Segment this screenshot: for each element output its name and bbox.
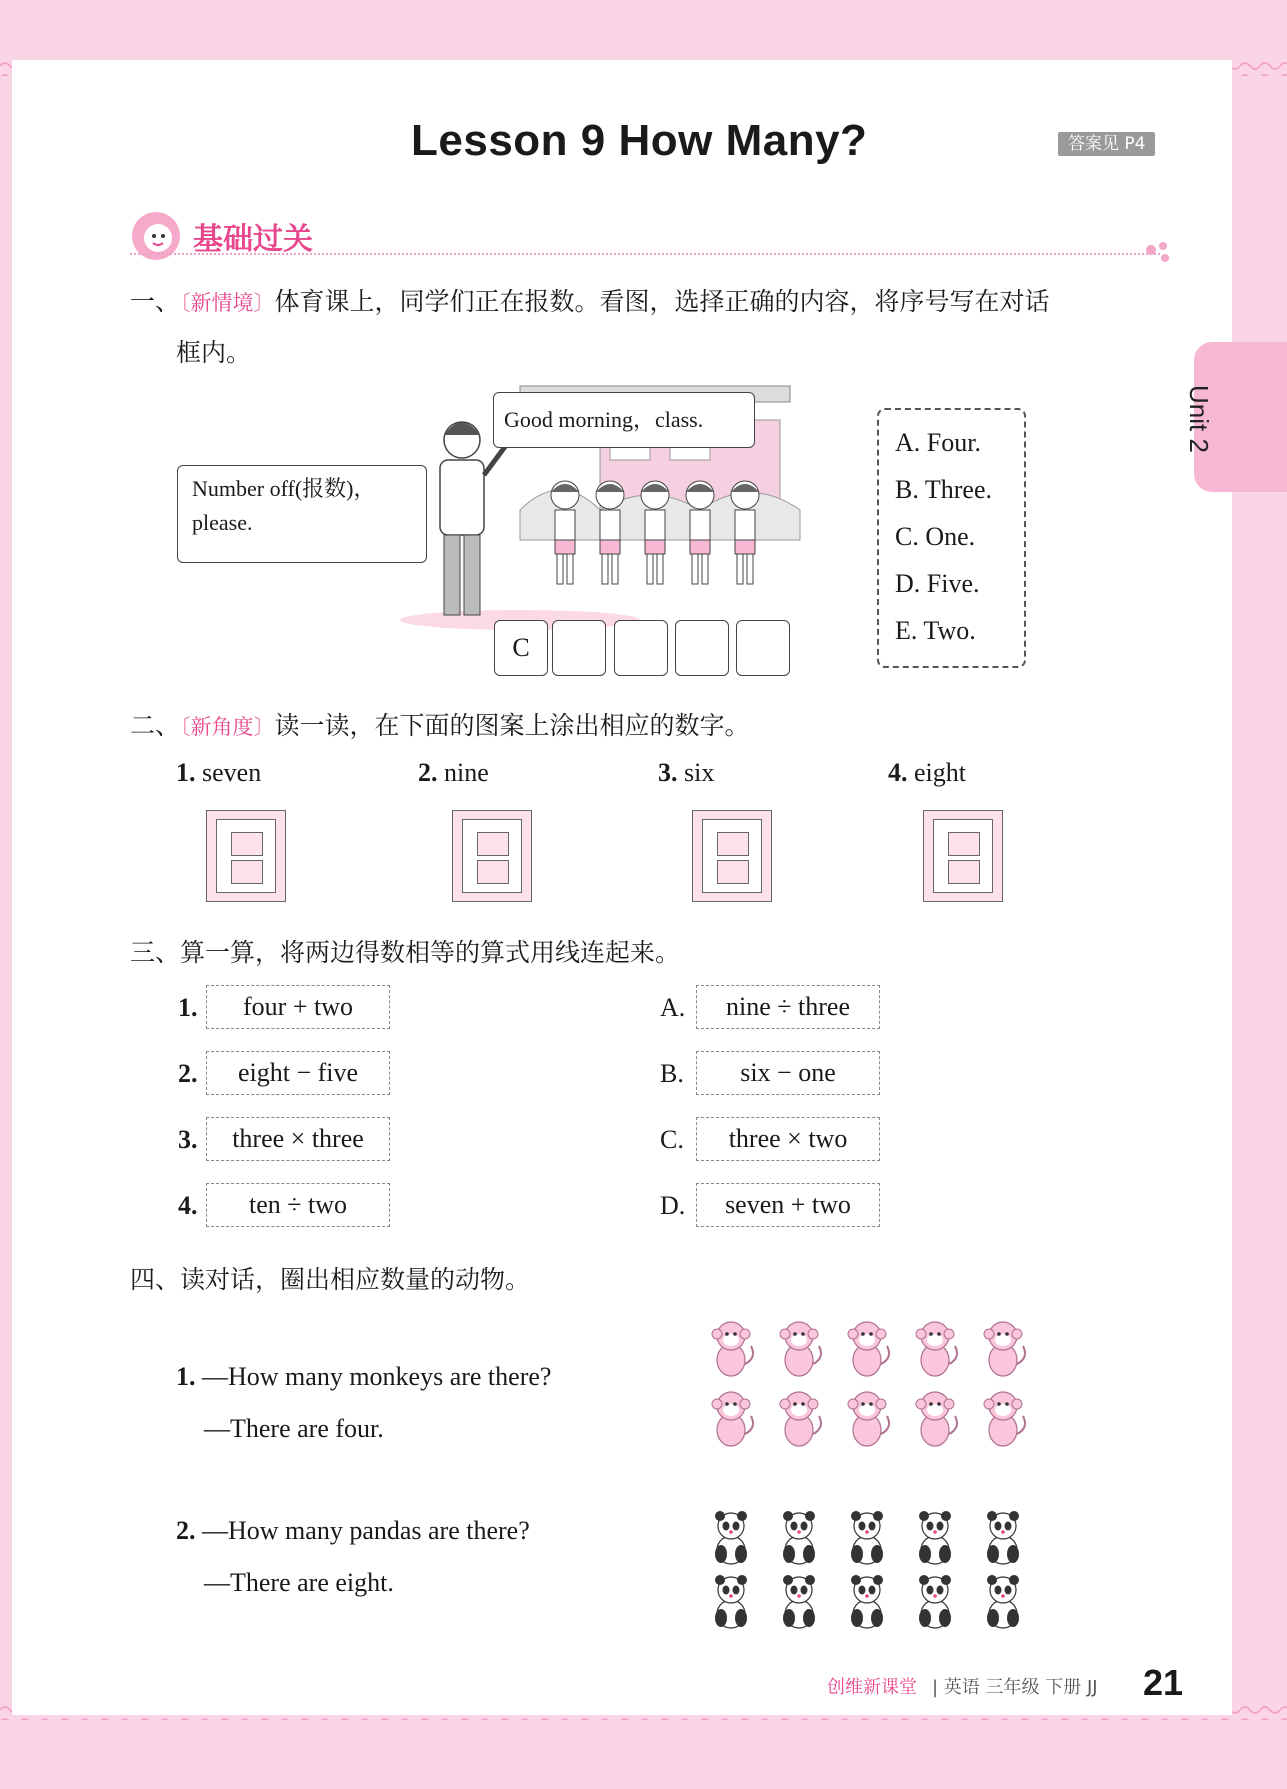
teacher-greeting-text: Good morning，class.	[504, 407, 704, 432]
teacher-instruction-bubble	[177, 465, 427, 563]
dialogue-2-question-text: —How many pandas are there?	[202, 1516, 530, 1545]
panda-icon	[987, 1511, 1019, 1564]
calc-left-1-num: 1.	[178, 993, 198, 1022]
q2-item-2	[418, 758, 489, 788]
panda-icon	[783, 1511, 815, 1564]
teacher-instruction-line1: Number off(报数)，	[192, 476, 376, 501]
option-a: A. Four.	[895, 428, 981, 457]
q2-tag: 〔新角度〕	[180, 715, 275, 739]
calc-left-4-num: 4.	[178, 1191, 198, 1220]
monkey-icon	[712, 1392, 753, 1446]
option-c: C. One.	[895, 522, 976, 551]
monkey-icon	[916, 1322, 957, 1376]
monkey-icon	[984, 1392, 1025, 1446]
calc-left-1[interactable]: four + two	[206, 985, 390, 1029]
section-divider	[130, 253, 1160, 255]
calc-right-b[interactable]: six − one	[696, 1051, 880, 1095]
option-b: B. Three.	[895, 475, 992, 504]
q2-item-4-num: 4.	[888, 758, 908, 787]
calc-left-3-num: 3.	[178, 1125, 198, 1154]
teacher-illustration	[440, 422, 510, 615]
dialogue-1-answer: —There are four.	[204, 1414, 384, 1443]
dialogue-2-answer: —There are eight.	[204, 1568, 394, 1597]
panda-icon	[919, 1511, 951, 1564]
q3-number: 三、	[130, 938, 181, 967]
q1-heading	[130, 282, 1050, 318]
calc-left-3[interactable]: three × three	[206, 1117, 390, 1161]
calc-right-b-letter: B.	[660, 1059, 684, 1088]
monkey-icon	[848, 1392, 889, 1446]
calc-right-a[interactable]: nine ÷ three	[696, 985, 880, 1029]
answer-reference-badge: 答案见 P4	[1058, 132, 1155, 156]
calc-right-d-letter: D.	[660, 1191, 686, 1220]
digit-pattern-2[interactable]	[452, 810, 532, 902]
dialogue-1-num: 1.	[176, 1362, 196, 1391]
answer-box-1[interactable]: C	[494, 620, 548, 676]
calc-right-d[interactable]: seven + two	[696, 1183, 880, 1227]
q2-text: 读一读，在下面的图案上涂出相应的数字。	[274, 711, 750, 740]
answer-box-3[interactable]	[614, 620, 668, 676]
monkey-icon	[984, 1322, 1025, 1376]
q4-number: 四、	[130, 1265, 181, 1294]
q2-item-3-num: 3.	[658, 758, 678, 787]
q4-heading	[130, 1260, 530, 1296]
monkey-icon	[848, 1322, 889, 1376]
panda-icon	[715, 1575, 747, 1628]
calc-right-a-letter: A.	[660, 993, 686, 1022]
calc-right-c[interactable]: three × two	[696, 1117, 880, 1161]
panda-icon	[919, 1575, 951, 1628]
pandas-grid[interactable]	[705, 1508, 1035, 1638]
q1-text-line1: 体育课上，同学们正在报数。看图，选择正确的内容，将序号写在对话	[274, 287, 1050, 316]
q2-item-1-word: seven	[202, 758, 262, 787]
q2-item-4	[888, 758, 966, 788]
calc-left-2-num: 2.	[178, 1059, 198, 1088]
panda-icon	[851, 1575, 883, 1628]
calc-left-4[interactable]: ten ÷ two	[206, 1183, 390, 1227]
footer-info: | 英语 三年级 下册 JJ	[932, 1677, 1098, 1698]
dialogue-1-question	[176, 1362, 551, 1392]
answer-box-5[interactable]	[736, 620, 790, 676]
monkeys-grid[interactable]	[705, 1318, 1035, 1458]
calc-left-2[interactable]: eight − five	[206, 1051, 390, 1095]
panda-icon	[715, 1511, 747, 1564]
calc-right-c-letter: C.	[660, 1125, 684, 1154]
decorative-dots-icon	[1145, 240, 1175, 264]
q2-number: 二、	[130, 711, 181, 740]
q2-item-4-word: eight	[914, 758, 966, 787]
q2-item-2-word: nine	[444, 758, 489, 787]
q2-item-3	[658, 758, 714, 788]
q2-item-2-num: 2.	[418, 758, 438, 787]
teacher-greeting-bubble	[493, 392, 755, 448]
dialogue-2-num: 2.	[176, 1516, 196, 1545]
q1-tag: 〔新情境〕	[180, 291, 275, 315]
q2-item-1	[176, 758, 261, 788]
q1-text-line2: 框内。	[176, 338, 252, 367]
digit-pattern-1[interactable]	[206, 810, 286, 902]
monkey-icon	[712, 1322, 753, 1376]
option-e: E. Two.	[895, 616, 976, 645]
q3-text: 算一算，将两边得数相等的算式用线连起来。	[180, 938, 681, 967]
option-d: D. Five.	[895, 569, 980, 598]
footer-brand: 创维新课堂	[827, 1677, 917, 1698]
q2-heading	[130, 706, 750, 742]
answer-box-2[interactable]	[552, 620, 606, 676]
teacher-instruction-line2: please.	[192, 510, 253, 535]
dialogue-1-question-text: —How many monkeys are there?	[202, 1362, 552, 1391]
dialogue-2-question	[176, 1516, 530, 1546]
monkey-icon	[780, 1392, 821, 1446]
monkey-icon	[916, 1392, 957, 1446]
panda-icon	[851, 1511, 883, 1564]
q3-heading	[130, 933, 680, 969]
unit-tab-label: Unit 2	[1184, 385, 1214, 453]
panda-icon	[783, 1575, 815, 1628]
q2-item-1-num: 1.	[176, 758, 196, 787]
page-number: 21	[1143, 1662, 1184, 1703]
monkey-icon	[780, 1322, 821, 1376]
q1-number: 一、	[130, 287, 181, 316]
digit-pattern-4[interactable]	[923, 810, 1003, 902]
digit-pattern-3[interactable]	[692, 810, 772, 902]
page-title: Lesson 9 How Many?	[411, 116, 868, 165]
q4-text: 读对话，圈出相应数量的动物。	[180, 1265, 531, 1294]
q2-item-3-word: six	[684, 758, 715, 787]
answer-box-4[interactable]	[675, 620, 729, 676]
section-title: 基础过关	[193, 222, 313, 257]
panda-icon	[987, 1575, 1019, 1628]
